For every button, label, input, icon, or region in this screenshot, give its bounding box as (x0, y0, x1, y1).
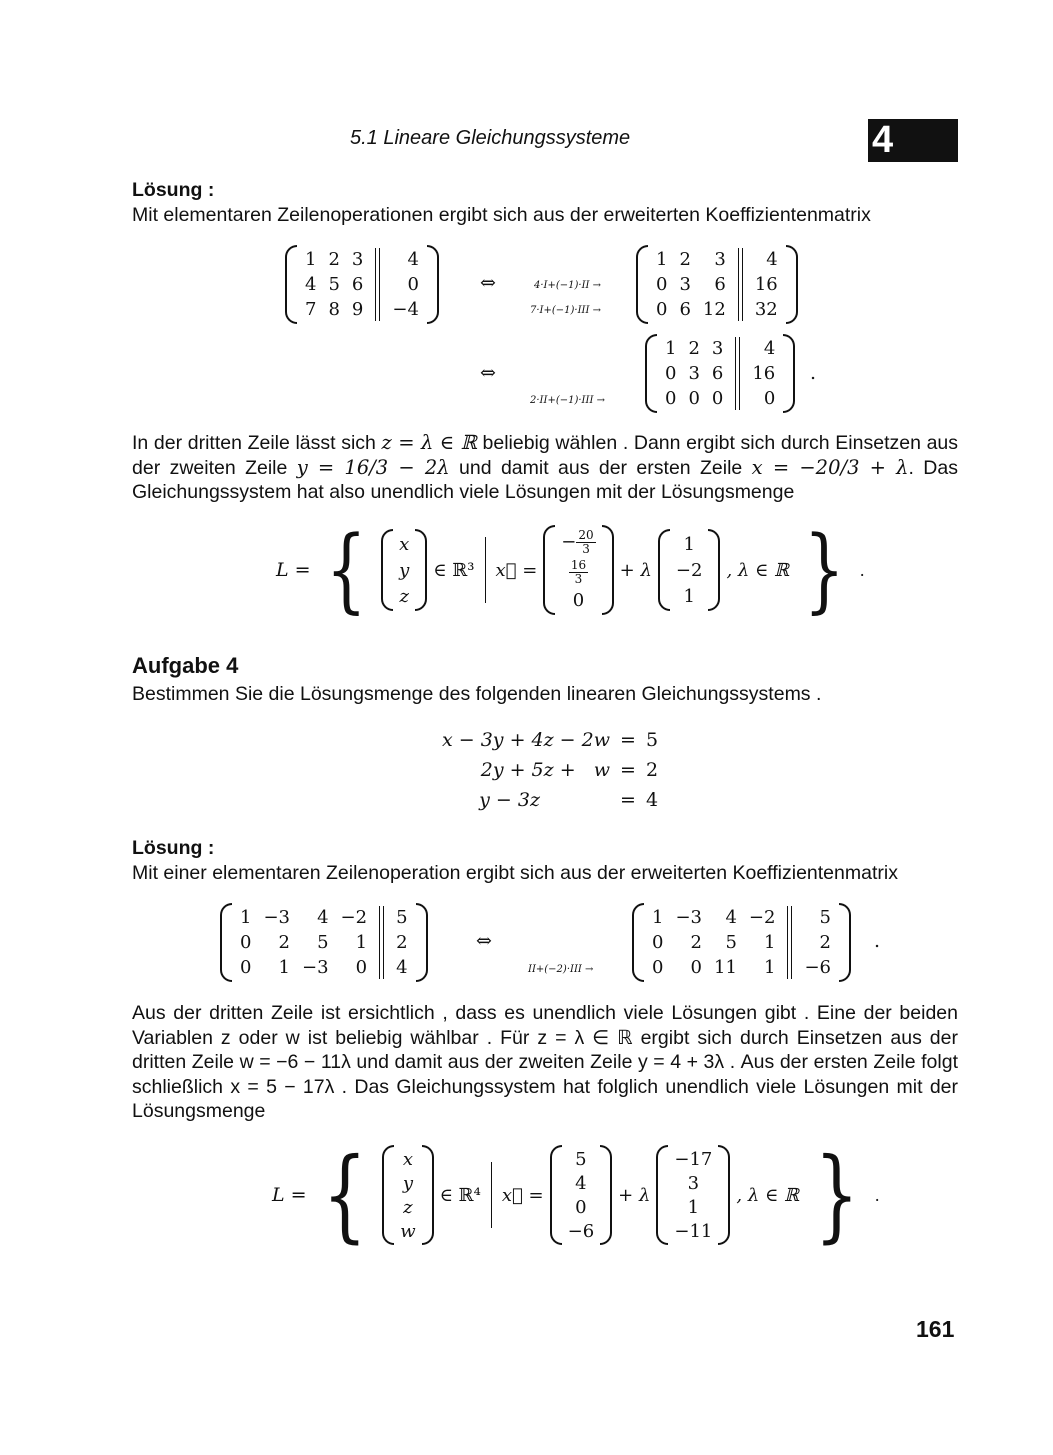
vector-entry: − $\frac{20}{3}$ (561, 527, 594, 556)
matrix-cell: 1 (764, 932, 776, 953)
math-z: z = λ ∈ ℝ (381, 431, 477, 454)
matrix-cell: 5 (819, 907, 831, 928)
matrix-cell: 0 (652, 932, 664, 953)
vector-entry: −2 (675, 559, 703, 581)
matrix-cell: 0 (690, 957, 702, 978)
math-x: x = −20/3 + λ (751, 455, 909, 479)
matrix-cell: 7 (305, 299, 317, 320)
matrix-cell: 0 (665, 388, 677, 409)
matrix-cell: 2 (688, 338, 700, 359)
matrix-cell: 6 (714, 274, 726, 295)
matrix-cell: −2 (748, 907, 776, 928)
matrix-cell: 3 (351, 249, 364, 270)
matrix-cell: 0 (665, 363, 677, 384)
vector-entry: 3 (687, 1172, 700, 1194)
matrix-cell: 4 (407, 249, 419, 270)
vector-entry: 0 (572, 590, 585, 612)
matrix-cell: −4 (392, 299, 419, 320)
period: . (874, 930, 881, 952)
page-number: 161 (916, 1316, 955, 1342)
vector-entry: $\frac{16}{3}$ (570, 558, 587, 587)
equivalence-symbol: ⇔ (476, 930, 492, 952)
matrix-cell: 1 (355, 932, 368, 953)
task-text: Bestimmen Sie die Lösungsmenge des folgenden linearen Gleichungssystems . (132, 683, 822, 705)
matrix-cell: −3 (302, 957, 329, 978)
matrix-cell: 0 (688, 388, 700, 409)
matrix-a1 (285, 245, 439, 329)
chapter-badge: 4 (868, 119, 958, 162)
vector-entry: 0 (575, 1196, 587, 1218)
matrix-cell: 6 (351, 274, 364, 295)
matrix-cell: 0 (711, 388, 724, 409)
matrix-cell: 8 (328, 299, 340, 320)
equation-system: x − 3y + 4z − 2w = 5 2y + 5z + w = 2 y − 3z = 4 (442, 729, 659, 811)
vector-entry: z (399, 585, 409, 607)
vector-entry: 1 (683, 585, 695, 607)
row-op-label: II+(−2)·III → (528, 964, 594, 975)
solution-label: Lösung : (132, 179, 215, 201)
solution-paragraph: Aus der dritten Zeile ist ersichtlich , dass es unendlich viele Lösungen gibt . Eine der beiden Variablen z oder w ist beliebig wählbar . Für z = λ ∈ ℝ ergibt sich durch Einsetzen aus der dritten Zeile w = −6 − 11λ und damit aus der zweiten Zeile y = 4 + 3λ . Aus der ersten Zeile folgt schließlich x = 5 − 17λ . Das Gleichungssystem hat folglich unendlich viele Lösungen mit der Lösungsmenge (132, 1002, 958, 1122)
equivalence-symbol: ⇔ (480, 272, 496, 294)
matrix-cell: 4 (763, 338, 776, 359)
matrix-cell: 16 (754, 274, 778, 295)
matrix-b2 (632, 903, 851, 987)
row-op-label: 4·I+(−1)·II → (534, 280, 602, 291)
vector-entry: y (402, 1172, 413, 1194)
vector-entry: y (399, 559, 410, 581)
matrix-a3 (645, 334, 795, 418)
matrix-cell: 3 (688, 363, 700, 384)
matrix-cell: 9 (351, 299, 364, 320)
matrix-cell: −3 (675, 907, 702, 928)
matrix-cell: 4 (317, 907, 329, 928)
matrix-cell: 3 (714, 249, 726, 270)
vector-entry: z (403, 1196, 413, 1218)
matrix-cell: 1 (656, 249, 668, 270)
solution-text: In der dritten Zeile lässt sich z = λ ∈ ℝ beliebig wählen . Dann ergibt sich durch Einsetzen aus der zweiten Zeile y = 16/3 − 2λ und damit aus der ersten Zeile x = −20/3 + λ. Das Gleichungssystem hat also unendlich viele Lösungen mit der Lösungsmenge (132, 431, 959, 503)
row-op-label: 7·I+(−1)·III → (530, 305, 602, 316)
vector-entry: w (400, 1220, 416, 1242)
matrix-cell: 2 (278, 932, 290, 953)
matrix-cell: 0 (656, 299, 668, 320)
math-y: y = 16/3 − 2λ (296, 455, 450, 479)
matrix-cell: 5 (317, 932, 329, 953)
matrix-cell: −3 (263, 907, 290, 928)
matrix-cell: 2 (396, 932, 408, 953)
matrix-cell: 5 (396, 907, 408, 928)
vector-entry: −6 (567, 1220, 595, 1242)
matrix-cell: 1 (764, 957, 776, 978)
vector-entry: −17 (674, 1148, 713, 1170)
vector-entry: 1 (683, 533, 695, 555)
solution-intro: Mit einer elementaren Zeilenoperation ergibt sich aus der erweiterten Koeffizientenmatrix (132, 862, 898, 884)
matrix-cell: 3 (679, 274, 691, 295)
matrix-cell: 5 (328, 274, 340, 295)
matrix-cell: 16 (752, 363, 776, 384)
running-title: 5.1 Lineare Gleichungssysteme (350, 127, 631, 149)
matrix-cell: 2 (690, 932, 702, 953)
matrix-cell: 4 (305, 274, 317, 295)
matrix-cell: 11 (714, 957, 737, 978)
matrix-cell: 32 (754, 299, 778, 320)
matrix-cell: 0 (652, 957, 664, 978)
matrix-cell: 4 (725, 907, 737, 928)
matrix-cell: 0 (407, 274, 419, 295)
solution-set-2: L = { x y z w ∈ ℝ⁴ x⃗ = 5 4 0 −6 + λ −17 3 1 −11 , λ ∈ ℝ } . (272, 1136, 880, 1253)
matrix-cell: 0 (240, 957, 252, 978)
matrix-cell: 1 (652, 907, 664, 928)
vector-entry: x (402, 1148, 413, 1170)
matrix-cell: 0 (763, 388, 776, 409)
vector-entry: 4 (575, 1172, 587, 1194)
matrix-a2 (636, 245, 798, 329)
matrix-cell: 1 (240, 907, 252, 928)
matrix-cell: 0 (240, 932, 252, 953)
matrix-cell: 1 (278, 957, 290, 978)
vector-entry: 5 (575, 1148, 587, 1170)
solution-intro: Mit elementaren Zeilenoperationen ergibt sich aus der erweiterten Koeffizientenmatrix (132, 204, 871, 226)
matrix-cell: −6 (804, 957, 831, 978)
matrix-cell: 6 (679, 299, 691, 320)
matrix-cell: 4 (396, 957, 408, 978)
vector-entry: x (399, 533, 410, 555)
matrix-cell: 12 (702, 299, 726, 320)
row-op-label: 2·II+(−1)·III → (530, 395, 605, 406)
equivalence-symbol: ⇔ (480, 362, 496, 384)
task-title: Aufgabe 4 (132, 653, 239, 678)
matrix-cell: 5 (725, 932, 737, 953)
matrix-cell: 2 (328, 249, 340, 270)
matrix-cell: 3 (711, 338, 724, 359)
matrix-cell: 0 (656, 274, 668, 295)
matrix-cell: −2 (340, 907, 368, 928)
matrix-cell: 2 (679, 249, 691, 270)
matrix-cell: 4 (766, 249, 778, 270)
solution-label: Lösung : (132, 837, 215, 859)
matrix-cell: 0 (355, 957, 368, 978)
matrix-cell: 1 (665, 338, 677, 359)
matrix-cell: 6 (711, 363, 724, 384)
matrix-b1 (220, 903, 428, 987)
matrix-cell: 1 (305, 249, 317, 270)
vector-entry: 1 (687, 1196, 700, 1218)
matrix-cell: 2 (819, 932, 831, 953)
period: . (810, 362, 817, 384)
solution-set-1: L = { x y z ∈ ℝ³ x⃗ = − $\frac{20}{3}$ $\frac{16}{3}$ 0 + λ 1 −2 1 , λ ∈ ℝ } . (276, 516, 865, 623)
vector-entry: −11 (674, 1220, 713, 1242)
